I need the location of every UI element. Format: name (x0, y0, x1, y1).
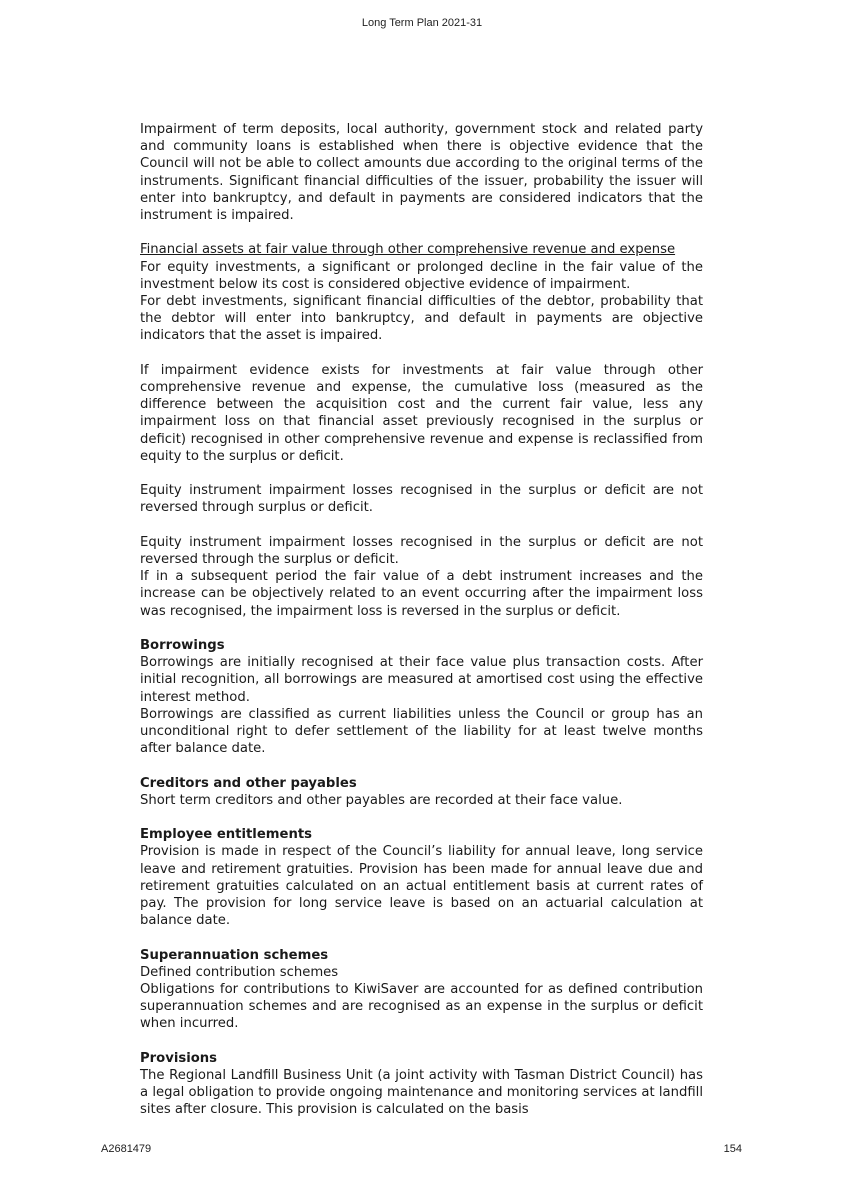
paragraph-employee-entitlements: Provision is made in respect of the Council’s liability for annual leave, long service leave and retirement gratuities. Provision has been made for annual leave due and retirement gratuities calculated on an actual entitlement basis at current rates of pay. The provision for long service leave is based on an actuarial calculation at balance date. (140, 844, 703, 929)
paragraph-gap (140, 345, 703, 362)
section-heading-employee-entitlements: Employee entitlements (140, 827, 312, 843)
section-subheading-fvocre: Financial assets at fair value through other comprehensive revenue and expense (140, 242, 676, 258)
section-heading-provisions: Provisions (140, 1050, 218, 1066)
paragraph-borrowings-recognition: Borrowings are initially recognised at their face value plus transaction costs. After initial recognition, all borrowings are measured at amortised cost using the effective interest method. (140, 655, 703, 705)
paragraph-gap (140, 757, 703, 774)
paragraph-gap (140, 224, 703, 241)
paragraph-creditors: Short term creditors and other payables are recorded at their face value. (140, 792, 623, 808)
document-id: A2681479 (101, 1143, 152, 1155)
document-body (140, 121, 703, 1119)
section-heading-superannuation: Superannuation schemes (140, 947, 329, 963)
subheading-defined-contribution: Defined contribution schemes (140, 964, 339, 980)
paragraph-gap (140, 809, 703, 826)
page-number: 154 (723, 1143, 742, 1155)
paragraph-equity-losses-2: Equity instrument impairment losses recognised in the surplus or deficit are not reversed through the surplus or deficit. (140, 534, 703, 568)
paragraph-equity-losses-1: Equity instrument impairment losses recognised in the surplus or deficit are not reversed through surplus or deficit. (140, 483, 703, 516)
paragraph-gap (140, 517, 703, 534)
paragraph-provisions: The Regional Landfill Business Unit (a joint activity with Tasman District Council) has a legal obligation to provide ongoing maintenance and monitoring services at landfill sites after closure. This provision is calculated on the basis (140, 1068, 703, 1118)
paragraph-impairment-term-deposits: Impairment of term deposits, local authority, government stock and related party and community loans is established when there is objective evidence that the Council will not be able to collect amounts due according to the original terms of the instruments. Significant financial difficulties of the issuer, probability the issuer will enter into bankruptcy, and default in payments are considered indicators that the instrument is impaired. (140, 122, 703, 224)
paragraph-borrowings-classification: Borrowings are classified as current liabilities unless the Council or group has an unconditional right to defer settlement of the liability for at least twelve months after balance date. (140, 706, 703, 757)
paragraph-equity-investments: For equity investments, a significant or prolonged decline in the fair value of the investment below its cost is considered objective evidence of impairment. (140, 259, 703, 292)
page-header: Long Term Plan 2021-31 (361, 17, 483, 29)
paragraph-debt-investments: For debt investments, significant financial difficulties of the debtor, probability that the debtor will enter into bankruptcy, and default in payments are objective indicators that the asset is impaired. (140, 294, 703, 344)
section-heading-borrowings: Borrowings (140, 638, 225, 654)
paragraph-gap (140, 620, 703, 637)
paragraph-gap (140, 929, 703, 946)
paragraph-gap (140, 465, 703, 482)
paragraph-debt-reversal: If in a subsequent period the fair value of a debt instrument increases and the increase can be objectively related to an event occurring after the impairment loss was recognised, the impairment loss is reversed in the surplus or deficit. (140, 569, 703, 619)
paragraph-kiwisaver: Obligations for contributions to KiwiSaver are accounted for as defined contribution superannuation schemes and are recognised as an expense in the surplus or deficit when incurred. (140, 982, 703, 1032)
paragraph-impairment-evidence: If impairment evidence exists for investments at fair value through other comprehensive revenue and expense, the cumulative loss (measured as the difference between the acquisition cost and the current fair value, less any impairment loss on that financial asset previously recognised in the surplus or deficit) recognised in other comprehensive revenue and expense is reclassified from equity to the surplus or deficit. (140, 362, 703, 464)
paragraph-gap (140, 1033, 703, 1050)
section-heading-creditors: Creditors and other payables (140, 775, 357, 791)
